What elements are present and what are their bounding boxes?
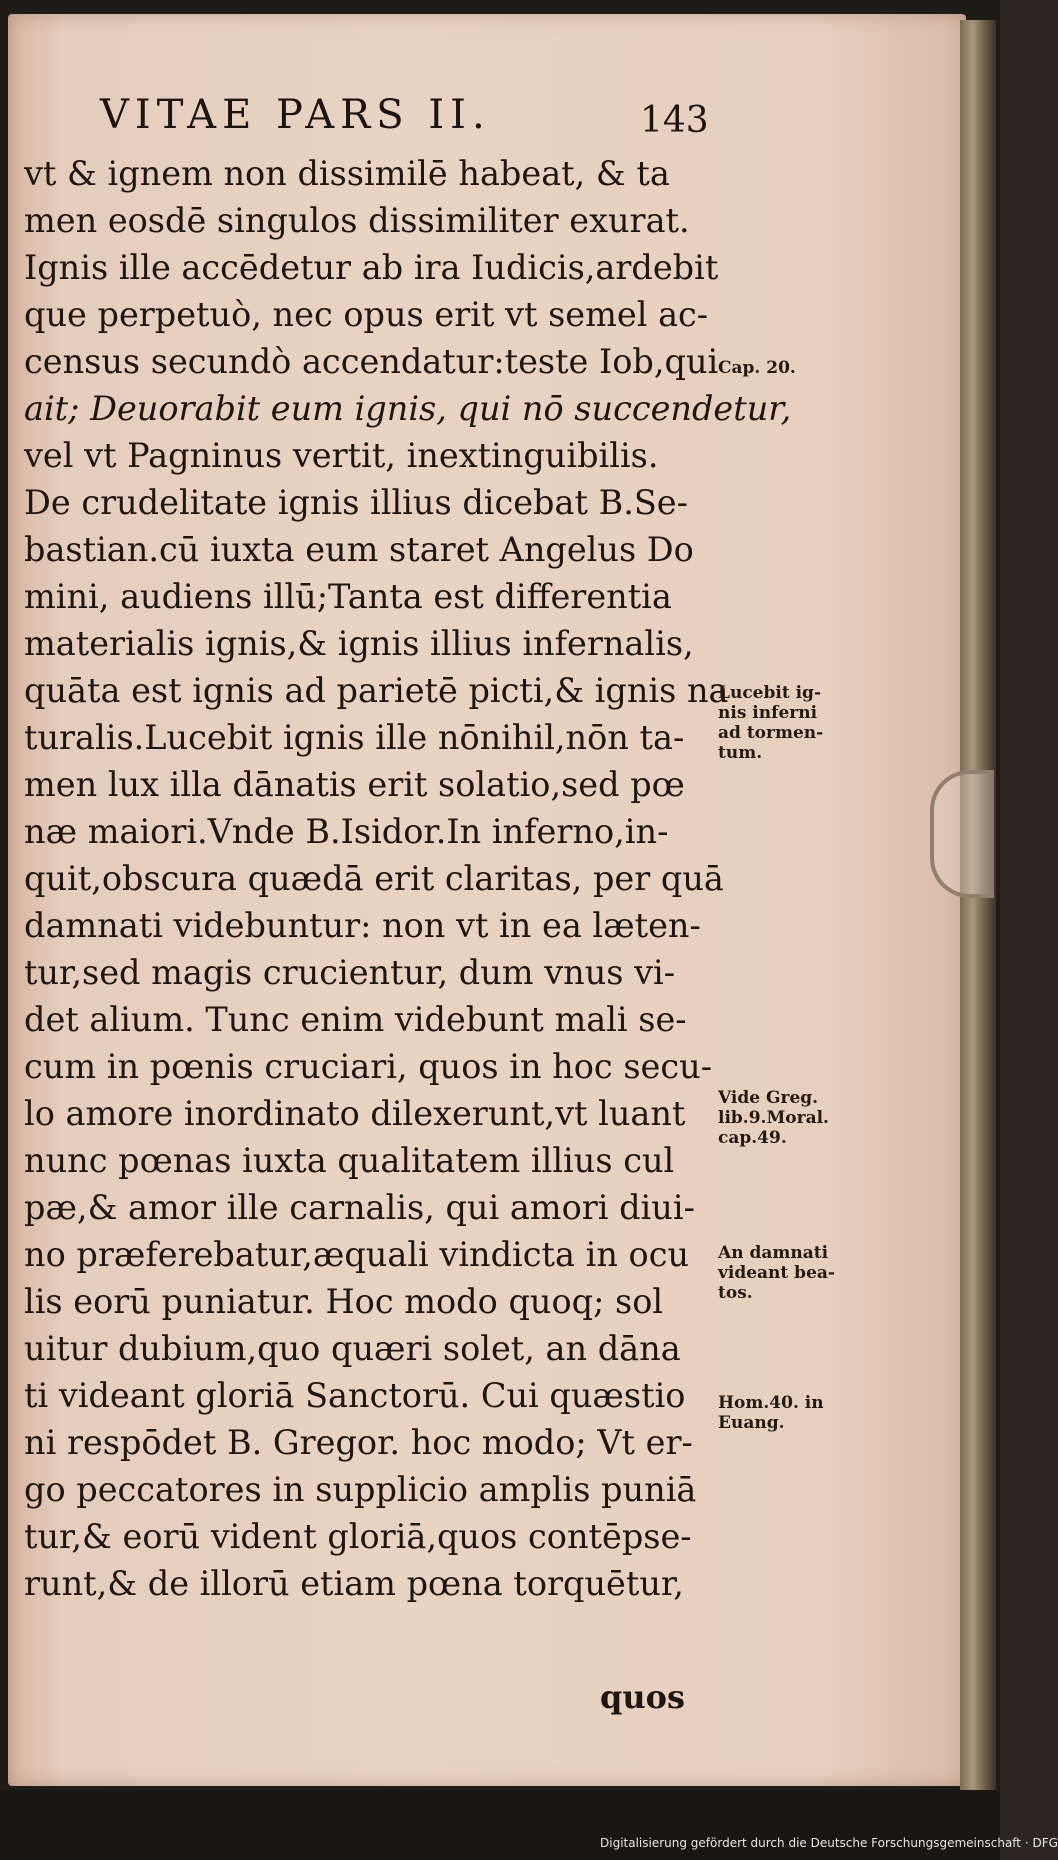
margin-note-homily <box>718 1393 878 1433</box>
margin-note-chapter-ref <box>718 358 878 378</box>
text-line: men eosdē singulos dissimiliter exurat. <box>24 201 690 240</box>
text-line: turalis.Lucebit ignis ille nōnihil,nōn ta- <box>24 718 685 757</box>
text-line: lis eorū puniatur. Hoc modo quoq; sol <box>24 1282 664 1321</box>
text-line: men lux illa dānatis erit solatio,sed pœ <box>24 765 685 804</box>
margin-note-line: Hom.40. in <box>718 1393 824 1413</box>
text-line: mini, audiens illū;Tanta est differentia <box>24 577 672 616</box>
text-line: go peccatores in supplicio amplis puniā <box>24 1470 697 1509</box>
text-line: Ignis ille accēdetur ab ira Iudicis,ardebit <box>24 248 719 287</box>
margin-note-line: tos. <box>718 1283 753 1303</box>
page-edge <box>960 20 996 1790</box>
margin-note-line: Lucebit ig- <box>718 683 821 703</box>
margin-note-line: An damnati <box>718 1243 829 1263</box>
margin-note-line: lib.9.Moral. <box>718 1108 829 1128</box>
digitization-credit: Digitalisierung gefördert durch die Deutsche Forschungsgemeinschaft · DFG <box>600 1836 1058 1850</box>
text-line: tur,& eorū vident gloriā,quos contēpse- <box>24 1517 692 1556</box>
text-line: quit,obscura quædā erit claritas, per quā <box>24 859 724 898</box>
margin-note-line: tum. <box>718 743 763 763</box>
margin-note-line: Euang. <box>718 1413 785 1433</box>
text-line: materialis ignis,& ignis illius infernalis, <box>24 624 694 663</box>
text-line: ti videant gloriā Sanctorū. Cui quæstio <box>24 1376 686 1415</box>
text-line: uitur dubium,quo quæri solet, an dāna <box>24 1329 681 1368</box>
text-line: damnati videbuntur: non vt in ea læten- <box>24 906 701 945</box>
margin-note-lucebit <box>718 683 878 763</box>
margin-note-gregory-moral <box>718 1088 878 1148</box>
text-line: tur,sed magis crucientur, dum vnus vi- <box>24 953 676 992</box>
text-line: runt,& de illorū etiam pœna torquētur, <box>24 1564 684 1603</box>
margin-note-line: videant bea- <box>718 1263 835 1283</box>
margin-note-line: ad tormen- <box>718 723 824 743</box>
text-line: næ maiori.Vnde B.Isidor.In inferno,in- <box>24 812 669 851</box>
running-title: VITAE PARS II. <box>100 92 491 138</box>
text-line: lo amore inordinato dilexerunt,vt luant <box>24 1094 686 1133</box>
text-line: que perpetuò, nec opus erit vt semel ac- <box>24 295 709 334</box>
text-line: det alium. Tunc enim videbunt mali se- <box>24 1000 687 1039</box>
text-line: quāta est ignis ad parietē picti,& ignis na <box>24 671 729 710</box>
text-line: pæ,& amor ille carnalis, qui amori diui- <box>24 1188 695 1227</box>
text-line: vel vt Pagninus vertit, inextinguibilis. <box>24 436 659 475</box>
text-line: ni respōdet B. Gregor. hoc modo; Vt er- <box>24 1423 693 1462</box>
text-line: De crudelitate ignis illius dicebat B.Se- <box>24 483 688 522</box>
margin-note-line: cap.49. <box>718 1128 787 1148</box>
text-line: census secundò accendatur:teste Iob,qui <box>24 342 719 381</box>
page-number: 143 <box>640 100 709 141</box>
margin-note-line: Cap. 20. <box>718 358 796 378</box>
text-line: bastian.cū iuxta eum staret Angelus Do <box>24 530 694 569</box>
text-line: nunc pœnas iuxta qualitatem illius cul <box>24 1141 675 1180</box>
book-clasp <box>930 770 994 898</box>
text-line: vt & ignem non dissimilē habeat, & ta <box>24 154 670 193</box>
text-line: cum in pœnis cruciari, quos in hoc secu- <box>24 1047 713 1086</box>
text-line: ait; Deuorabit eum ignis, qui nō succendetur, <box>24 389 792 428</box>
margin-note-line: Vide Greg. <box>718 1088 819 1108</box>
text-line: no præferebatur,æquali vindicta in ocu <box>24 1235 690 1274</box>
margin-note-damnati <box>718 1243 878 1303</box>
catchword: quos <box>600 1678 685 1716</box>
margin-note-line: nis inferni <box>718 703 818 723</box>
